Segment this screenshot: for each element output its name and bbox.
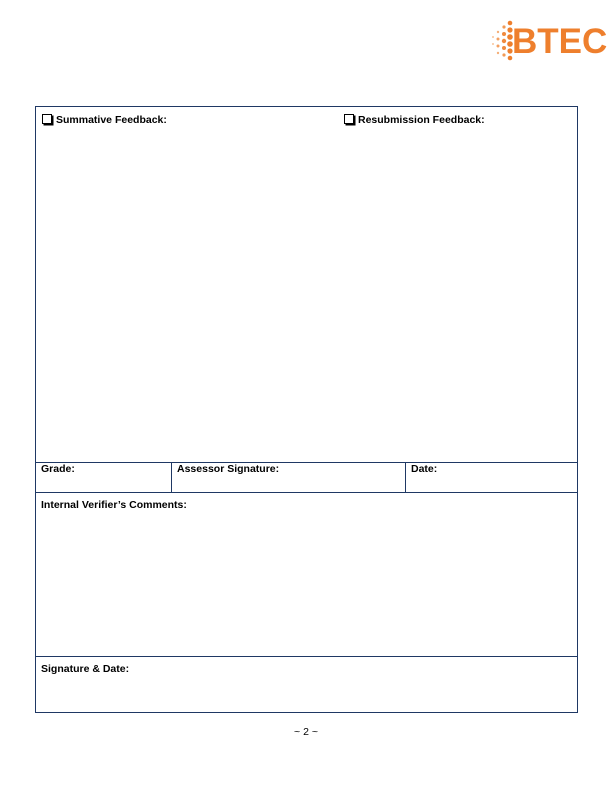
assessor-signature-cell[interactable] bbox=[172, 463, 406, 493]
internal-verifier-label: Internal Verifier’s Comments: bbox=[41, 499, 187, 511]
grade-cell[interactable] bbox=[36, 463, 172, 493]
internal-verifier-cell[interactable] bbox=[36, 493, 578, 657]
resubmission-checkbox[interactable] bbox=[344, 114, 354, 124]
page-number: ~ 2 ~ bbox=[294, 726, 318, 738]
resubmission-feedback-label: Resubmission Feedback: bbox=[358, 114, 485, 126]
summative-feedback-label: Summative Feedback: bbox=[56, 114, 167, 126]
date-cell[interactable] bbox=[406, 463, 578, 493]
logo-text: BTEC bbox=[512, 22, 608, 61]
feedback-cell[interactable] bbox=[36, 107, 578, 463]
grade-label: Grade: bbox=[41, 463, 75, 475]
signature-date-label: Signature & Date: bbox=[41, 663, 130, 675]
signature-date-cell[interactable] bbox=[36, 657, 578, 713]
date-label: Date: bbox=[411, 463, 438, 475]
logo-dots-icon bbox=[490, 20, 514, 62]
summative-checkbox[interactable] bbox=[42, 114, 52, 124]
btec-logo bbox=[490, 20, 612, 62]
feedback-form bbox=[35, 106, 578, 713]
assessor-signature-label: Assessor Signature: bbox=[177, 463, 280, 475]
